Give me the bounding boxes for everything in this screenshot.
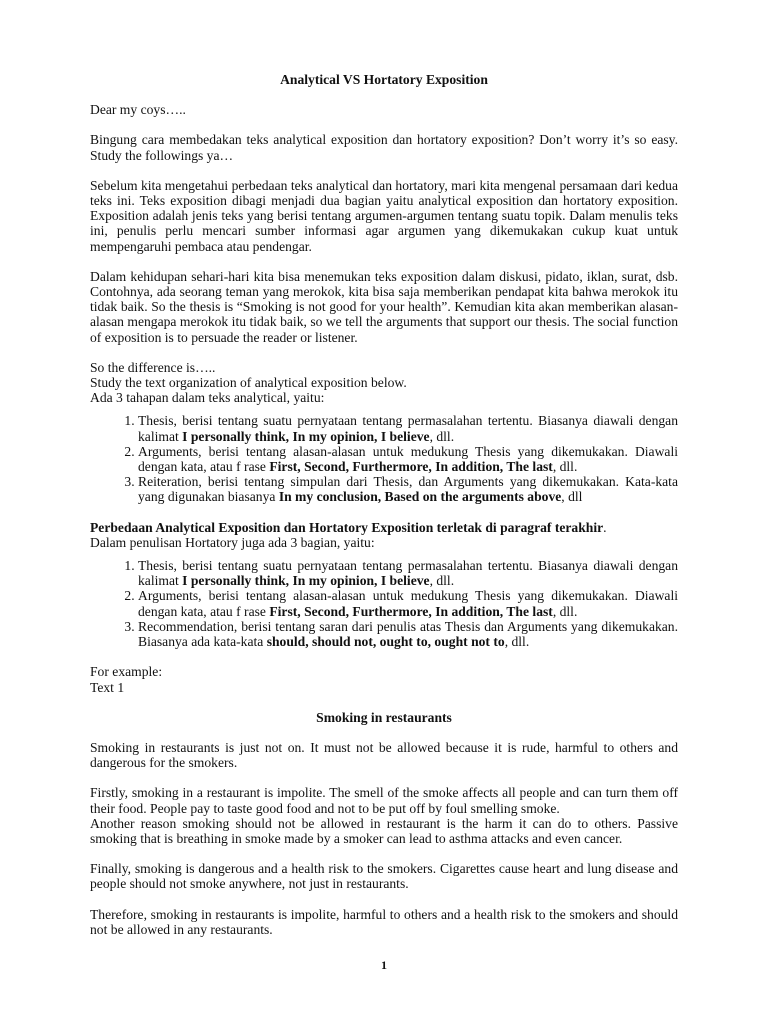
hortatory-stages-list: [90, 558, 678, 649]
analytical-stages-list: [90, 413, 678, 504]
difference-statement: Perbedaan Analytical Exposition dan Hortatory Exposition terletak di paragraf terakhir.: [90, 519, 607, 535]
greeting: Dear my coys…..: [90, 102, 186, 118]
study-line: Study the text organization of analytical exposition below.: [90, 375, 407, 391]
intro-paragraph: Bingung cara membedakan teks analytical exposition dan hortatory exposition? Don’t worry it’s so easy. Study the followings ya…: [90, 132, 678, 163]
analytical-stages-line: Ada 3 tahapan dalam teks analytical, yaitu:: [90, 390, 325, 406]
list-item: 3. Reiteration, berisi tentang simpulan dari Thesis, dan Arguments yang dikemukakan. Kata-kata yang digunakan biasanya In my conclusion, Based on the arguments above, dll: [138, 474, 678, 504]
list-item: 2. Arguments, berisi tentang alasan-alasan untuk medukung Thesis yang dikemukakan. Diawali dengan kata, atau f rase First, Second, Furthermore, In addition, The last, dll.: [138, 444, 678, 474]
essay-paragraph-argument-2: Another reason smoking should not be allowed in restaurant is the harm it can do to others. Passive smoking that is breathing in smoke made by a smoker can lead to asthma attacks and even cancer.: [90, 815, 678, 846]
essay-paragraph-argument-1: Firstly, smoking in a restaurant is impolite. The smell of the smoke affects all people and can turn them off their food. People pay to taste good food and not to be put off by foul smelling smoke.: [90, 785, 678, 816]
document-page: [90, 64, 678, 937]
example-label: For example:: [90, 664, 163, 680]
essay-paragraph-argument-3: Finally, smoking is dangerous and a health risk to the smokers. Cigarettes cause heart and lung disease and people should not smoke anywhere, not just in restaurants.: [90, 861, 678, 892]
paragraph-exposition-definition: Sebelum kita mengetahui perbedaan teks analytical dan hortatory, mari kita mengenal persamaan dari kedua teks ini. Teks exposition dibagi menjadi dua bagian yaitu analytical exposition dan hortatory exposition. Exposition adalah jenis teks yang berisi tentang argumen-argumen tentang suatu topik. Dalam menulis teks ini, penulis perlu mencari sumber informasi agar argumen yang dikemukakan cukup kuat untuk mempengaruhi pembaca atau pendengar.: [90, 177, 678, 254]
essay-paragraph-thesis: Smoking in restaurants is just not on. It must not be allowed because it is rude, harmful to others and dangerous for the smokers.: [90, 739, 678, 771]
essay-title: Smoking in restaurants: [316, 709, 452, 725]
essay-paragraph-conclusion: Therefore, smoking in restaurants is impolite, harmful to others and a health risk to the smokers and should not be allowed in any restaurants.: [90, 906, 678, 937]
list-item: 1. Thesis, berisi tentang suatu pernyataan tentang permasalahan tertentu. Biasanya diawali dengan kalimat I personally think, In my opinion, I believe, dll.: [138, 413, 678, 443]
hortatory-stages-line: Dalam penulisan Hortatory juga ada 3 bagian, yaitu:: [90, 534, 375, 550]
difference-line: So the difference is…..: [90, 359, 216, 375]
document-title: Analytical VS Hortatory Exposition: [280, 72, 488, 87]
list-item: 2. Arguments, berisi tentang alasan-alasan untuk medukung Thesis yang dikemukakan. Diawali dengan kata, atau f rase First, Second, Furthermore, In addition, The last, dll.: [138, 588, 678, 618]
list-item: 3. Recommendation, berisi tentang saran dari penulis atas Thesis dan Arguments yang dikemukakan. Biasanya ada kata-kata should, should not, ought to, ought not to, dll.: [138, 619, 678, 649]
paragraph-exposition-example: Dalam kehidupan sehari-hari kita bisa menemukan teks exposition dalam diskusi, pidato, iklan, surat, dsb. Contohnya, ada seorang teman yang merokok, kita bisa saja memberikan pendapat kita bahwa merokok itu tidak baik. So the thesis is “Smoking is not good for your health”. Kemudian kita akan memberikan alasan-alasan mengapa merokok itu tidak baik, so we tell the arguments that support our thesis. The social function of exposition is to persuade the reader or listener.: [90, 268, 678, 345]
list-item: 1. Thesis, berisi tentang suatu pernyataan tentang permasalahan tertentu. Biasanya diawali dengan kalimat I personally think, In my opinion, I believe, dll.: [138, 558, 678, 588]
page-number: 1: [381, 958, 387, 972]
text-label: Text 1: [90, 679, 125, 695]
